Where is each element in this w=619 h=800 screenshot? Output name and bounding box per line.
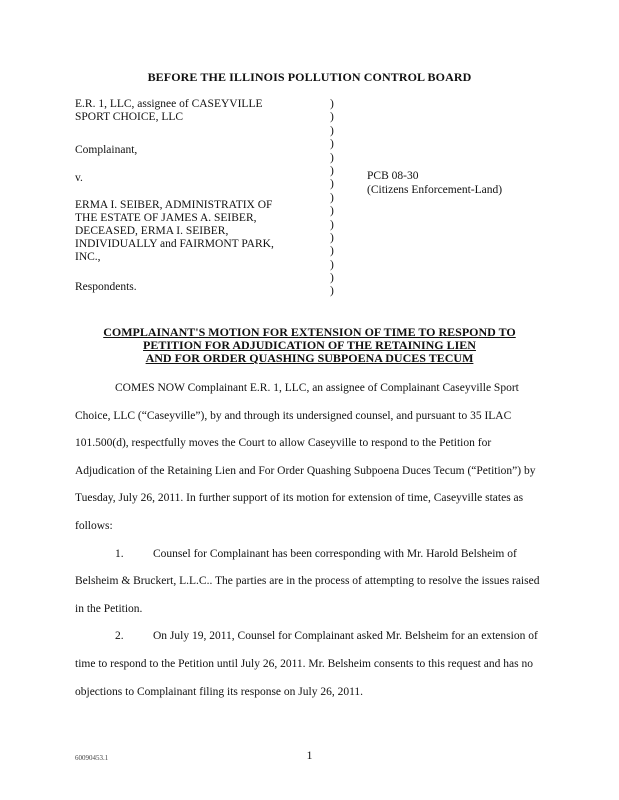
caption-versus: v. <box>75 172 83 184</box>
motion-title-line: PETITION FOR ADJUDICATION OF THE RETAINING LIEN <box>143 338 476 352</box>
paragraph-text: Counsel for Complainant has been corresponding with Mr. Harold Belsheim of Belsheim & Bruckert, L.L.C.. The parties are in the process of attempting to resolve the issues raised in the Petition. <box>75 547 540 615</box>
caption-paren: ) <box>330 285 334 297</box>
caption-paren: ) <box>330 165 334 177</box>
caption-role-line: Respondents. <box>75 281 137 293</box>
caption-paren: ) <box>330 259 334 271</box>
case-type: (Citizens Enforcement-Land) <box>367 184 503 196</box>
board-title: BEFORE THE ILLINOIS POLLUTION CONTROL BOARD <box>147 70 472 84</box>
caption-paren: ) <box>330 245 334 257</box>
caption-party-line: THE ESTATE OF JAMES A. SEIBER, <box>75 212 257 224</box>
motion-title-line: COMPLAINANT'S MOTION FOR EXTENSION OF TIME TO RESPOND TO <box>103 325 516 339</box>
caption-party-line: ERMA I. SEIBER, ADMINISTRATIX OF <box>75 199 273 211</box>
caption-party-line: DECEASED, ERMA I. SEIBER, <box>75 225 229 237</box>
motion-body <box>75 375 545 706</box>
document-id: 60090453.1 <box>75 754 109 762</box>
page-number: 1 <box>306 748 313 762</box>
case-number: PCB 08-30 <box>367 170 419 182</box>
caption-paren: ) <box>330 272 334 284</box>
caption-paren: ) <box>330 205 334 217</box>
intro-paragraph: COMES NOW Complainant E.R. 1, LLC, an assignee of Complainant Caseyville Sport Choice, LLC (“Caseyville”), by and through its undersigned counsel, and pursuant to 35 ILAC 101.500(d), respectfully moves the Court to allow Caseyville to respond to the Petition for Adjudication of the Retaining Lien and For Order Quashing Subpoena Duces Tecum (“Petition”) by Tuesday, July 26, 2011. In further support of its motion for extension of time, Caseyville states as follows: <box>75 382 536 532</box>
paragraph-text: On July 19, 2011, Counsel for Complainant asked Mr. Belsheim for an extension of time to respond to the Petition until July 26, 2011. Mr. Belsheim consents to this request and has no objections to Complainant filing its response on July 26, 2011. <box>75 630 538 698</box>
caption-party-line: INDIVIDUALLY and FAIRMONT PARK, <box>75 238 274 250</box>
caption-paren: ) <box>330 138 334 150</box>
caption-paren: ) <box>330 152 334 164</box>
caption-paren: ) <box>330 98 334 110</box>
caption-paren: ) <box>330 125 334 137</box>
case-caption <box>75 98 545 298</box>
case-number-block <box>367 169 502 197</box>
caption-paren: ) <box>330 111 334 123</box>
motion-title-line: AND FOR ORDER QUASHING SUBPOENA DUCES TECUM <box>145 351 474 365</box>
caption-paren: ) <box>330 219 334 231</box>
caption-role-line: Complainant, <box>75 144 138 156</box>
numbered-paragraph-1 <box>75 541 545 624</box>
motion-title <box>0 326 619 365</box>
paragraph-number: 1. <box>115 547 124 560</box>
caption-party-line: E.R. 1, LLC, assignee of CASEYVILLE <box>75 98 263 110</box>
caption-paren: ) <box>330 232 334 244</box>
caption-paren: ) <box>330 192 334 204</box>
caption-paren: ) <box>330 178 334 190</box>
caption-party-line: SPORT CHOICE, LLC <box>75 111 184 123</box>
caption-party-line: INC., <box>75 251 101 263</box>
numbered-paragraph-2 <box>75 623 545 706</box>
paragraph-number: 2. <box>115 630 124 643</box>
